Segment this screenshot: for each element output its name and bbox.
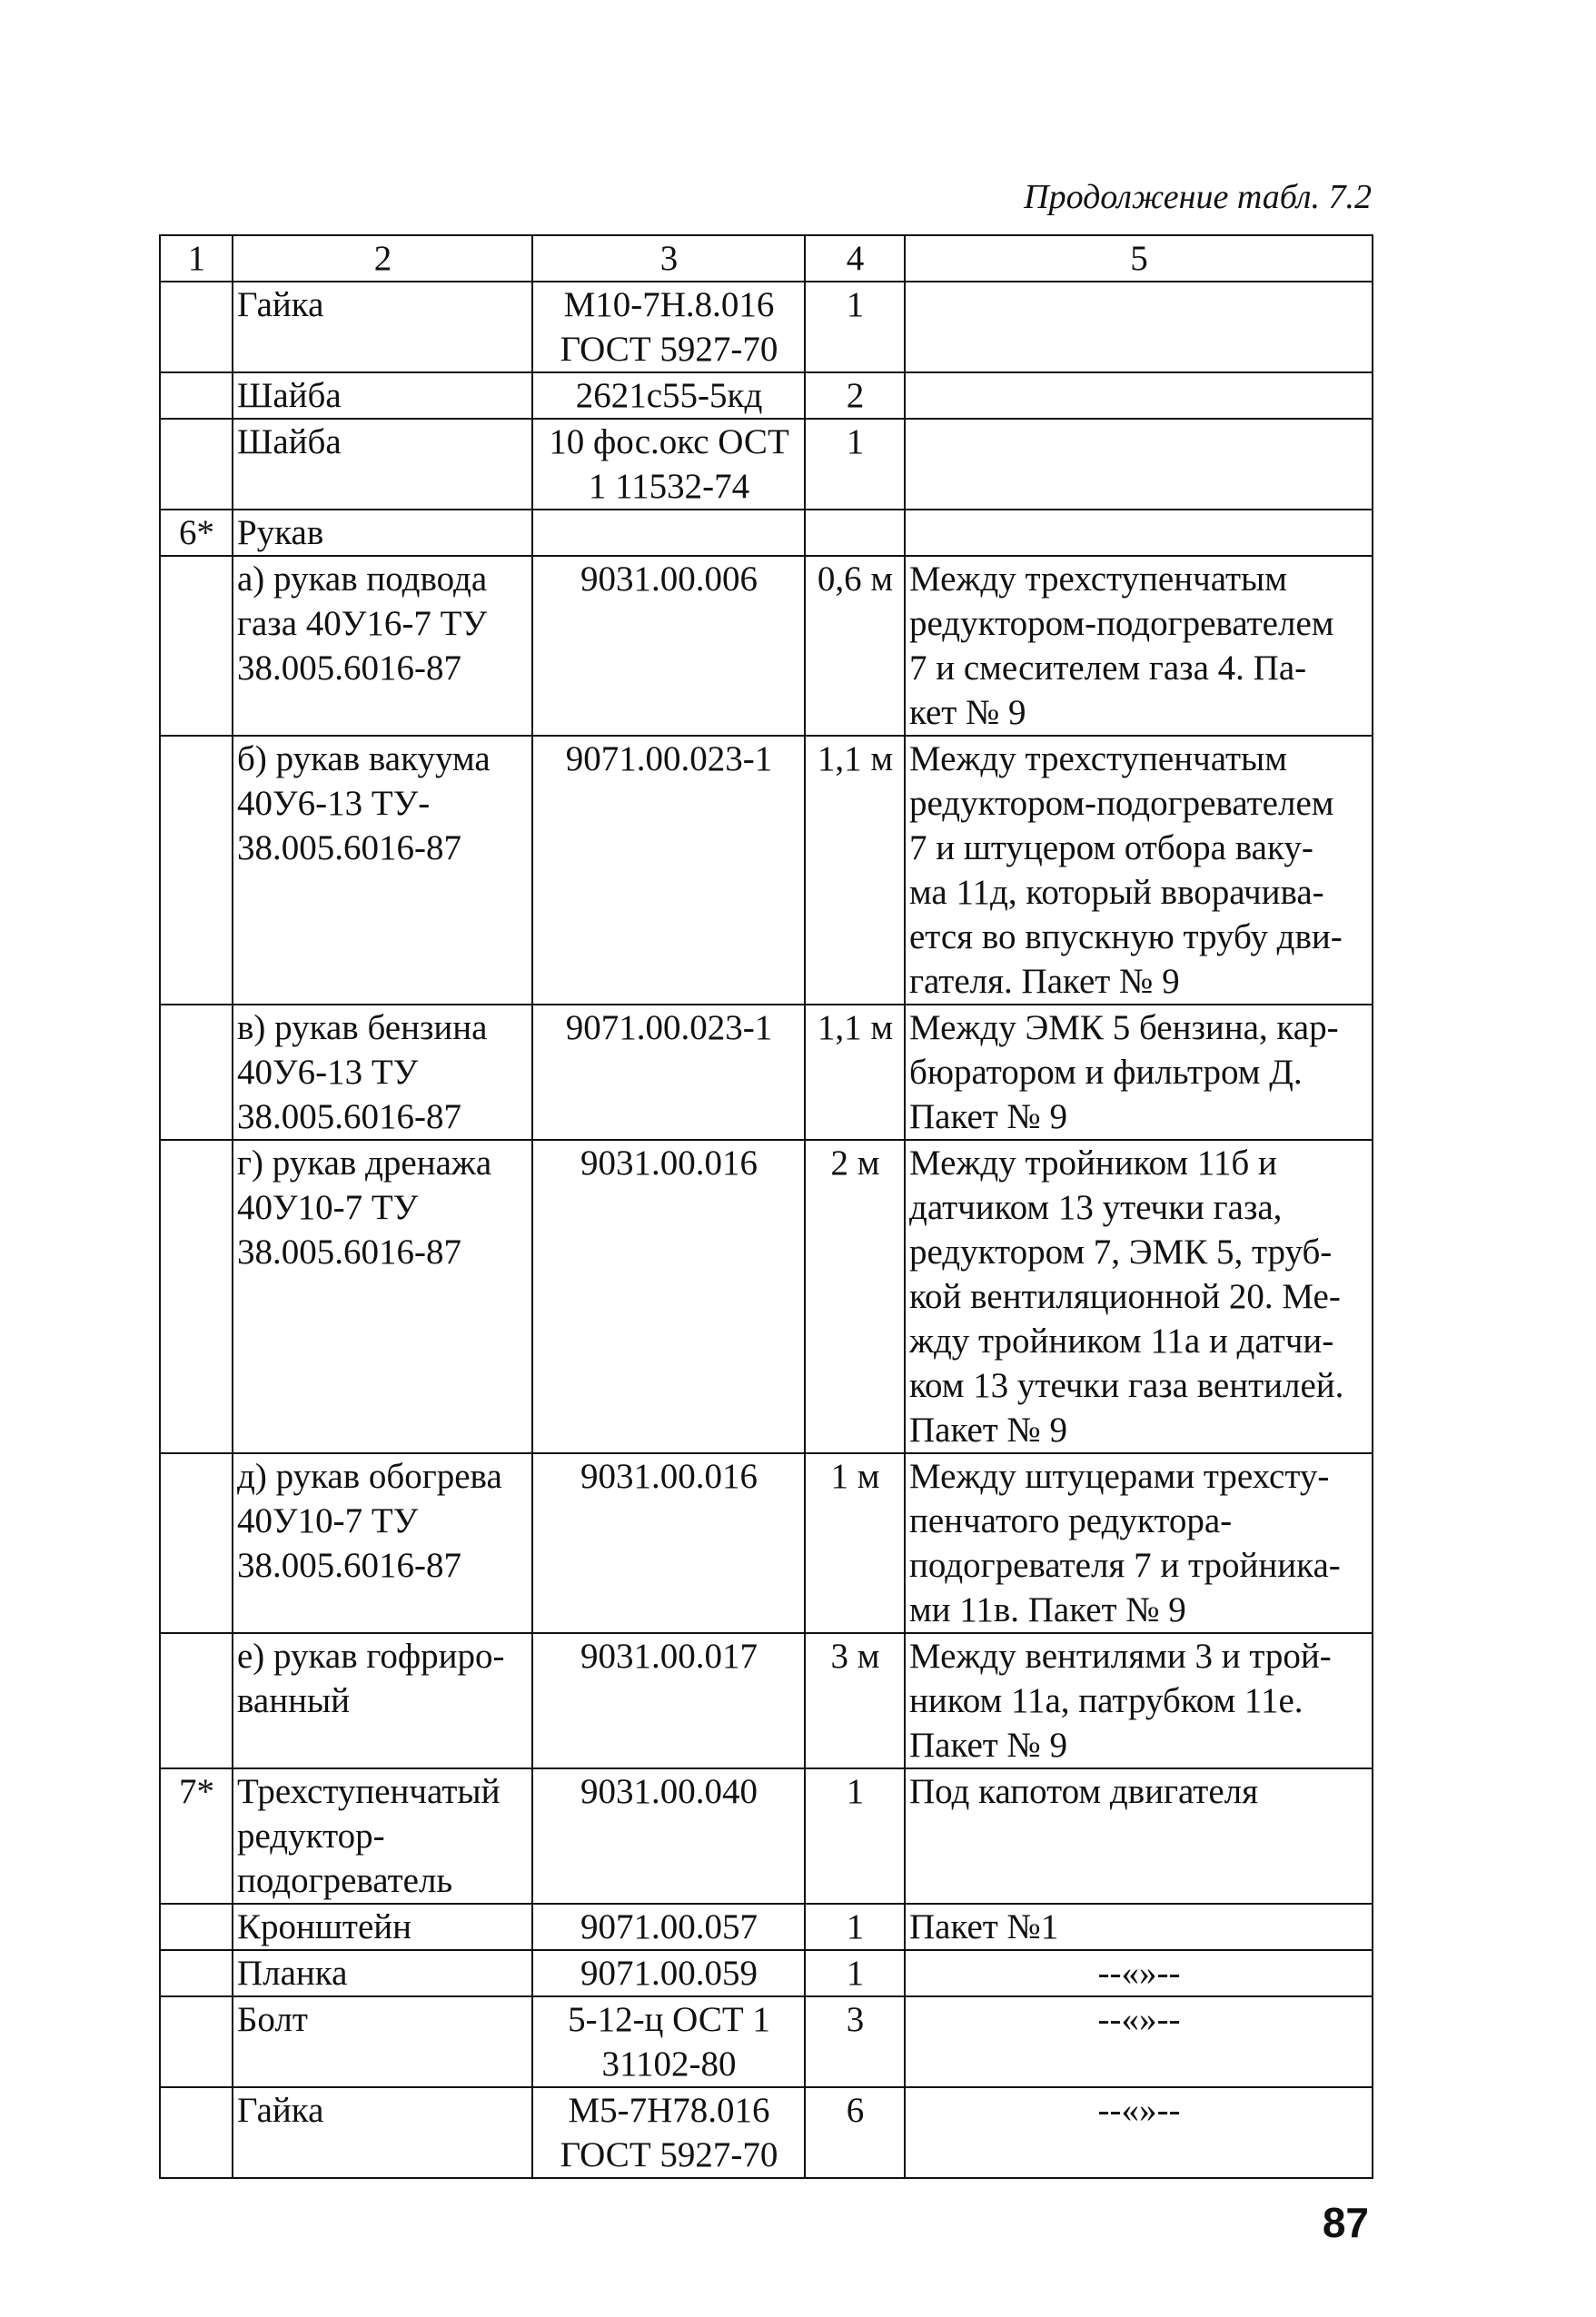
designation-cell: 9071.00.023-1: [532, 1005, 805, 1140]
table-row: [160, 2087, 1373, 2178]
name-cell: Кронштейн: [233, 1904, 532, 1950]
note-cell: Пакет №1: [905, 1904, 1373, 1950]
designation-cell: 9031.00.040: [532, 1768, 805, 1904]
note-cell: Между вентилями 3 и трой- ником 11а, патрубком 11е. Пакет № 9: [905, 1633, 1373, 1768]
note-cell: [905, 510, 1373, 556]
header-row: [160, 235, 1373, 282]
quantity-cell: 6: [805, 2087, 905, 2178]
quantity-cell: 1 м: [805, 1453, 905, 1633]
table-row: [160, 1904, 1373, 1950]
table-row: [160, 736, 1373, 1005]
designation-cell: 10 фос.окс ОСТ 1 11532-74: [532, 419, 805, 510]
position-cell: [160, 1996, 233, 2087]
position-cell: [160, 1005, 233, 1140]
quantity-cell: 0,6 м: [805, 556, 905, 736]
name-cell: Шайба: [233, 372, 532, 419]
table-row: [160, 510, 1373, 556]
name-cell: Болт: [233, 1996, 532, 2087]
note-cell: --«»--: [905, 2087, 1373, 2178]
note-cell: --«»--: [905, 1996, 1373, 2087]
quantity-cell: 1: [805, 419, 905, 510]
designation-cell: 9071.00.059: [532, 1950, 805, 1996]
designation-cell: 9071.00.023-1: [532, 736, 805, 1005]
designation-cell: М10-7Н.8.016 ГОСТ 5927-70: [532, 282, 805, 372]
position-cell: [160, 1904, 233, 1950]
note-cell: [905, 282, 1373, 372]
name-cell: г) рукав дренажа 40У10-7 ТУ 38.005.6016-87: [233, 1140, 532, 1453]
position-cell: [160, 1140, 233, 1453]
table-row: [160, 372, 1373, 419]
position-cell: [160, 1453, 233, 1633]
quantity-cell: 1: [805, 1904, 905, 1950]
name-cell: е) рукав гофриро- ванный: [233, 1633, 532, 1768]
note-cell: --«»--: [905, 1950, 1373, 1996]
note-cell: Между штуцерами трехсту- пенчатого редуктора- подогревателя 7 и тройника- ми 11в. Пакет № 9: [905, 1453, 1373, 1633]
note-cell: Между ЭМК 5 бензина, кар- бюратором и фильтром Д. Пакет № 9: [905, 1005, 1373, 1140]
quantity-cell: 2: [805, 372, 905, 419]
name-cell: Гайка: [233, 2087, 532, 2178]
table-row: [160, 556, 1373, 736]
position-cell: [160, 556, 233, 736]
name-cell: Гайка: [233, 282, 532, 372]
position-cell: [160, 419, 233, 510]
table-row: [160, 1768, 1373, 1904]
designation-cell: [532, 510, 805, 556]
note-cell: Между трехступенчатым редуктором-подогревателем 7 и смесителем газа 4. Па- кет № 9: [905, 556, 1373, 736]
name-cell: д) рукав обогрева 40У10-7 ТУ 38.005.6016-87: [233, 1453, 532, 1633]
header-cell-4: 4: [805, 235, 905, 282]
quantity-cell: 1,1 м: [805, 1005, 905, 1140]
note-cell: [905, 419, 1373, 510]
page-number: 87: [1322, 2199, 1369, 2246]
name-cell: Трехступенчатый редуктор- подогреватель: [233, 1768, 532, 1904]
quantity-cell: 2 м: [805, 1140, 905, 1453]
note-cell: Между тройником 11б и датчиком 13 утечки газа, редуктором 7, ЭМК 5, труб- кой вентиляционной 20. Ме- жду тройником 11а и датчи- ком 13 утечки газа вентилей. Пакет № 9: [905, 1140, 1373, 1453]
quantity-cell: 1: [805, 282, 905, 372]
position-cell: [160, 282, 233, 372]
table-row: [160, 282, 1373, 372]
note-cell: [905, 372, 1373, 419]
position-cell: [160, 736, 233, 1005]
designation-cell: 9031.00.017: [532, 1633, 805, 1768]
note-cell: Под капотом двигателя: [905, 1768, 1373, 1904]
designation-cell: 9031.00.016: [532, 1140, 805, 1453]
table-body: [160, 235, 1373, 2178]
position-cell: [160, 1950, 233, 1996]
quantity-cell: 3: [805, 1996, 905, 2087]
position-cell: 6*: [160, 510, 233, 556]
quantity-cell: [805, 510, 905, 556]
position-cell: [160, 1633, 233, 1768]
name-cell: Планка: [233, 1950, 532, 1996]
table-row: [160, 1005, 1373, 1140]
position-cell: 7*: [160, 1768, 233, 1904]
name-cell: б) рукав вакуума 40У6-13 ТУ- 38.005.6016-87: [233, 736, 532, 1005]
header-cell-5: 5: [905, 235, 1373, 282]
quantity-cell: 1: [805, 1950, 905, 1996]
quantity-cell: 1,1 м: [805, 736, 905, 1005]
designation-cell: 5-12-ц ОСТ 1 31102-80: [532, 1996, 805, 2087]
name-cell: Рукав: [233, 510, 532, 556]
specification-table: [159, 234, 1373, 2179]
table-row: [160, 1453, 1373, 1633]
table-row: [160, 1950, 1373, 1996]
header-cell-3: 3: [532, 235, 805, 282]
designation-cell: 9071.00.057: [532, 1904, 805, 1950]
header-cell-1: 1: [160, 235, 233, 282]
designation-cell: 9031.00.016: [532, 1453, 805, 1633]
table-row: [160, 419, 1373, 510]
table-caption: Продолжение табл. 7.2: [1024, 178, 1372, 216]
table-row: [160, 1633, 1373, 1768]
table-row: [160, 1996, 1373, 2087]
name-cell: Шайба: [233, 419, 532, 510]
designation-cell: 9031.00.006: [532, 556, 805, 736]
position-cell: [160, 372, 233, 419]
header-cell-2: 2: [233, 235, 532, 282]
name-cell: в) рукав бензина 40У6-13 ТУ 38.005.6016-87: [233, 1005, 532, 1140]
quantity-cell: 1: [805, 1768, 905, 1904]
designation-cell: М5-7Н78.016 ГОСТ 5927-70: [532, 2087, 805, 2178]
designation-cell: 2621с55-5кд: [532, 372, 805, 419]
position-cell: [160, 2087, 233, 2178]
table-row: [160, 1140, 1373, 1453]
note-cell: Между трехступенчатым редуктором-подогревателем 7 и штуцером отбора ваку- ма 11д, который вворачива- ется во впускную трубу дви- гателя. Пакет № 9: [905, 736, 1373, 1005]
quantity-cell: 3 м: [805, 1633, 905, 1768]
name-cell: а) рукав подвода газа 40У16-7 ТУ 38.005.6016-87: [233, 556, 532, 736]
